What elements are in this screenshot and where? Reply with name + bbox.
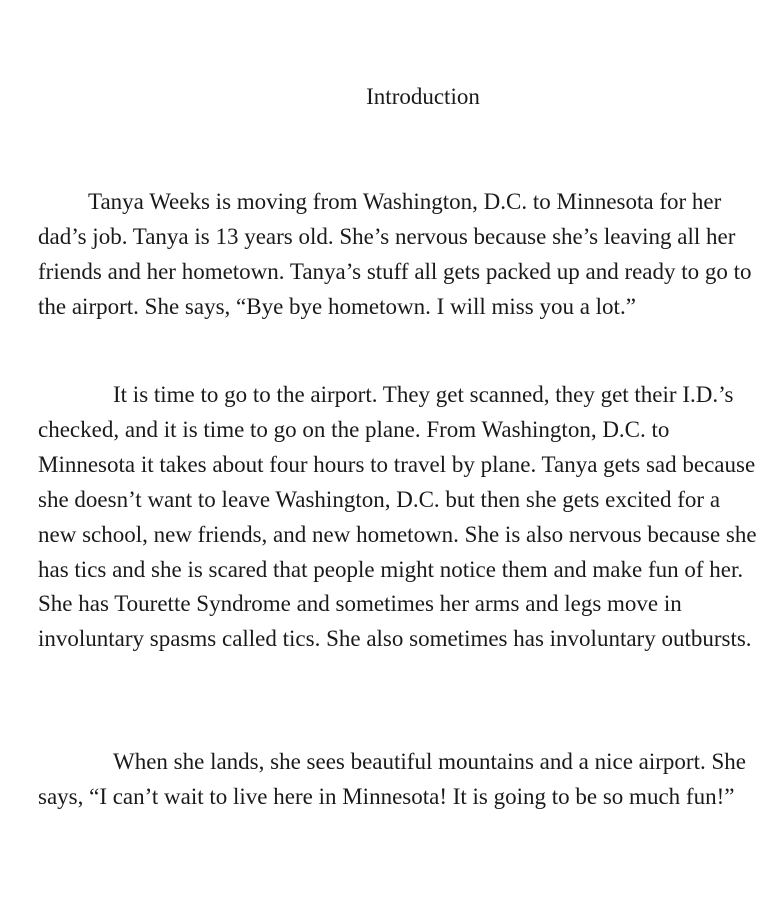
paragraph-3: When she lands, she sees beautiful mountains and a nice airport. She says, “I can’t wait to live here in Minnesota! It is going to be so much fun!”: [38, 749, 746, 809]
paragraph-2: It is time to go to the airport. They get scanned, they get their I.D.’s checked, and it is time to go on the plane. From Washington, D.C. to Minnesota it takes about four hours to travel by plane. Tanya gets sad because she doesn’t want to leave Washington, D.C. but then she gets excited for a new school, new friends, and new hometown. She is also nervous because she has tics and she is scared that people might notice them and make fun of her. She has Tourette Syndrome and sometimes her arms and legs move in involuntary spasms called tics. She also sometimes has involuntary outbursts.: [38, 382, 757, 652]
page-title: Introduction: [366, 84, 480, 109]
paragraph-1: Tanya Weeks is moving from Washington, D.C. to Minnesota for her dad’s job. Tanya is 13 years old. She’s nervous because she’s leaving all her friends and her hometown. Tanya’s stuff all gets packed up and ready to go to the airport. She says, “Bye bye hometown. I will miss you a lot.”: [38, 189, 752, 319]
